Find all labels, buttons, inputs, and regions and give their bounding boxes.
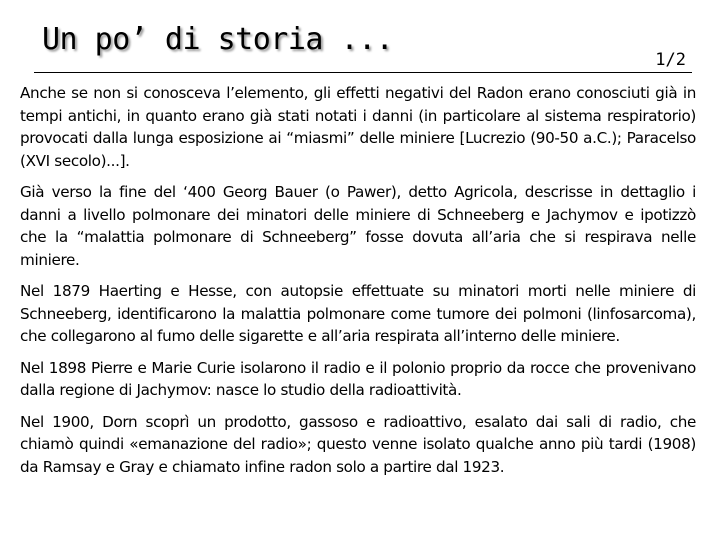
paragraph-dorn: Nel 1900, Dorn scoprì un prodotto, gassoso e radioattivo, esalato dai sali di radio, che chiamò quindi «emanazione del radio»; questo venne isolato qualche anno più tardi (1908) da Ramsay e Gray e chiamato infine radon solo a partire dal 1923. <box>20 412 696 476</box>
paragraph-agricola: Già verso la fine del ‘400 Georg Bauer (o Pawer), detto Agricola, descrisse in dettaglio i danni a livello polmonare dei minatori delle miniere di Schneeberg e Jachymov e ipotizzò che la “malattia polmonare di Schneeberg” fosse dovuta all’aria che si respirava nelle miniere. <box>20 183 696 269</box>
title-divider <box>34 72 692 73</box>
paragraph-curie: Nel 1898 Pierre e Marie Curie isolarono il radio e il polonio proprio da rocce che provenivano dalla regione di Jachymov: nasce lo studio della radioattività. <box>20 358 696 399</box>
body-text <box>20 82 696 487</box>
page-indicator: 1/2 <box>655 50 686 70</box>
page-title: Un po’ di storia ... <box>42 22 394 57</box>
paragraph-ancient-knowledge: Anche se non si conosceva l’elemento, gli effetti negativi del Radon erano conosciuti già in tempi antichi, in quanto erano già stati notati i danni (in particolare al sistema respiratorio) provocati dalla lunga esposizione ai “miasmi” delle miniere [Lucrezio (90-50 a.C.); Paracelso (XVI secolo)...]. <box>20 84 696 170</box>
paragraph-haerting-hesse: Nel 1879 Haerting e Hesse, con autopsie effettuate su minatori morti nelle miniere di Schneeberg, identificarono la malattia polmonare come tumore dei polmoni (linfosarcoma), che collegarono al fumo delle sigarette e all’aria respirata all’interno delle miniere. <box>20 282 696 345</box>
